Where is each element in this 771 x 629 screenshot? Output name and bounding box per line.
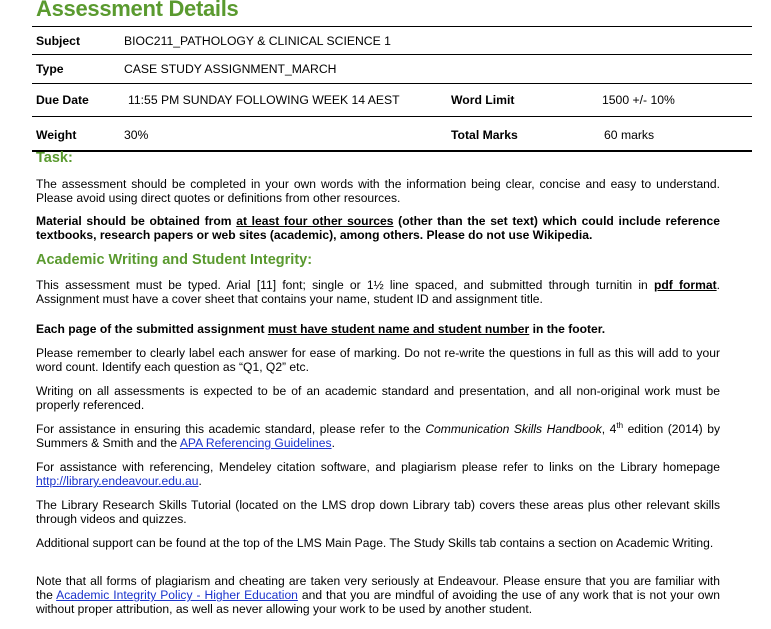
- pdf-format-text: pdf format: [653, 278, 717, 292]
- subject-row: [32, 27, 752, 55]
- integrity-paragraph-8: Additional support can be found at the top of the LMS Main Page. The Study Skills tab contains a section on Academic Writing.: [36, 536, 714, 550]
- type-value: CASE STUDY ASSIGNMENT_MARCH: [124, 62, 337, 76]
- page-title: Assessment Details: [36, 0, 239, 21]
- integrity-p9-text: Note that all forms of plagiarism and cheating are taken very seriously at Endeavour. Please ensure that you are familiar with the: [36, 574, 720, 603]
- academic-integrity-policy-link[interactable]: Academic Integrity Policy - Higher Education: [56, 588, 298, 603]
- word-limit-value: 1500 +/- 10%: [602, 93, 675, 107]
- total-marks-label: Total Marks: [451, 128, 518, 142]
- integrity-p6-text-end: .: [198, 474, 202, 489]
- type-label: Type: [36, 62, 64, 76]
- integrity-p5-text: For assistance in ensuring this academic standard, please refer to the: [36, 422, 426, 436]
- library-homepage-link[interactable]: http://library.endeavour.edu.au: [36, 474, 199, 489]
- integrity-paragraph-3: Please remember to clearly label each answer for ease of marking. Do not re-write the questions in full as this will add to your word count. Identify each question as “Q1, Q2” etc.: [36, 346, 720, 375]
- integrity-heading: Academic Writing and Student Integrity:: [36, 252, 313, 268]
- integrity-p2-text: Each page of the submitted assignment: [36, 322, 268, 336]
- task-p2-underlined: at least four other sources: [236, 214, 394, 228]
- due-date-row: [32, 84, 752, 117]
- apa-referencing-link[interactable]: APA Referencing Guidelines: [179, 436, 332, 451]
- integrity-p1-text-end: . Assignment must have a cover sheet that contains your name, student ID and assignment title.: [36, 278, 720, 307]
- subject-value: BIOC211_PATHOLOGY & CLINICAL SCIENCE 1: [124, 34, 391, 48]
- weight-row: [32, 117, 752, 152]
- task-p2-text-end: (other than the set text) which could include reference textbooks, research papers or web sites (academic), among others. Please do not use Wikipedia.: [36, 214, 720, 243]
- integrity-p1-text: This assessment must be typed. Arial [11] font; single or 1½ line spaced, and submitted through turnitin in: [36, 278, 654, 292]
- integrity-paragraph-1: [36, 278, 720, 306]
- weight-label: Weight: [36, 128, 77, 142]
- integrity-p5-text-2: , 4: [601, 422, 617, 436]
- task-paragraph-1: The assessment should be completed in your own words with the information being clear, concise and easy to understand. Please avoid using direct quotes or definitions from other resources.: [36, 177, 720, 206]
- integrity-p2-underlined: must have student name and student number: [267, 322, 530, 336]
- integrity-p6-text: For assistance with referencing, Mendeley citation software, and plagiarism please refer to links on the Library homepage: [36, 460, 720, 474]
- task-paragraph-2: [36, 214, 720, 242]
- task-heading: Task:: [36, 150, 73, 166]
- total-marks-value: 60 marks: [604, 128, 655, 142]
- due-date-label: Due Date: [36, 93, 89, 107]
- due-date-value: 11:55 PM SUNDAY FOLLOWING WEEK 14 AEST: [128, 93, 400, 107]
- integrity-paragraph-5: [36, 422, 720, 450]
- task-p2-text: Material should be obtained from: [36, 214, 237, 228]
- integrity-paragraph-2: [36, 322, 720, 336]
- assessment-details-table: [32, 26, 752, 152]
- integrity-paragraph-9: [36, 574, 720, 617]
- integrity-paragraph-4: Writing on all assessments is expected to be of an academic standard and presentation, and all non-original work must be properly referenced.: [36, 384, 720, 413]
- integrity-paragraph-6: [36, 460, 720, 488]
- word-limit-label: Word Limit: [451, 93, 515, 107]
- subject-label: Subject: [36, 34, 81, 48]
- integrity-paragraph-7: The Library Research Skills Tutorial (located on the LMS drop down Library tab) covers these areas plus other relevant skills through videos and quizzes.: [36, 498, 720, 527]
- integrity-p5-text-end: .: [331, 436, 335, 451]
- integrity-p2-text-end: in the footer.: [529, 322, 606, 336]
- weight-value: 30%: [124, 128, 149, 142]
- integrity-p9-text-end: and that you are mindful of avoiding the use of any work that is not your own without proper attribution, as well as never allowing your work to be used by another student.: [36, 588, 720, 617]
- edition-superscript: th: [616, 420, 624, 430]
- integrity-p5-text-3: edition (2014) by Summers & Smith and the: [36, 422, 721, 451]
- handbook-title: Communication Skills Handbook: [425, 422, 602, 436]
- type-row: [32, 55, 752, 84]
